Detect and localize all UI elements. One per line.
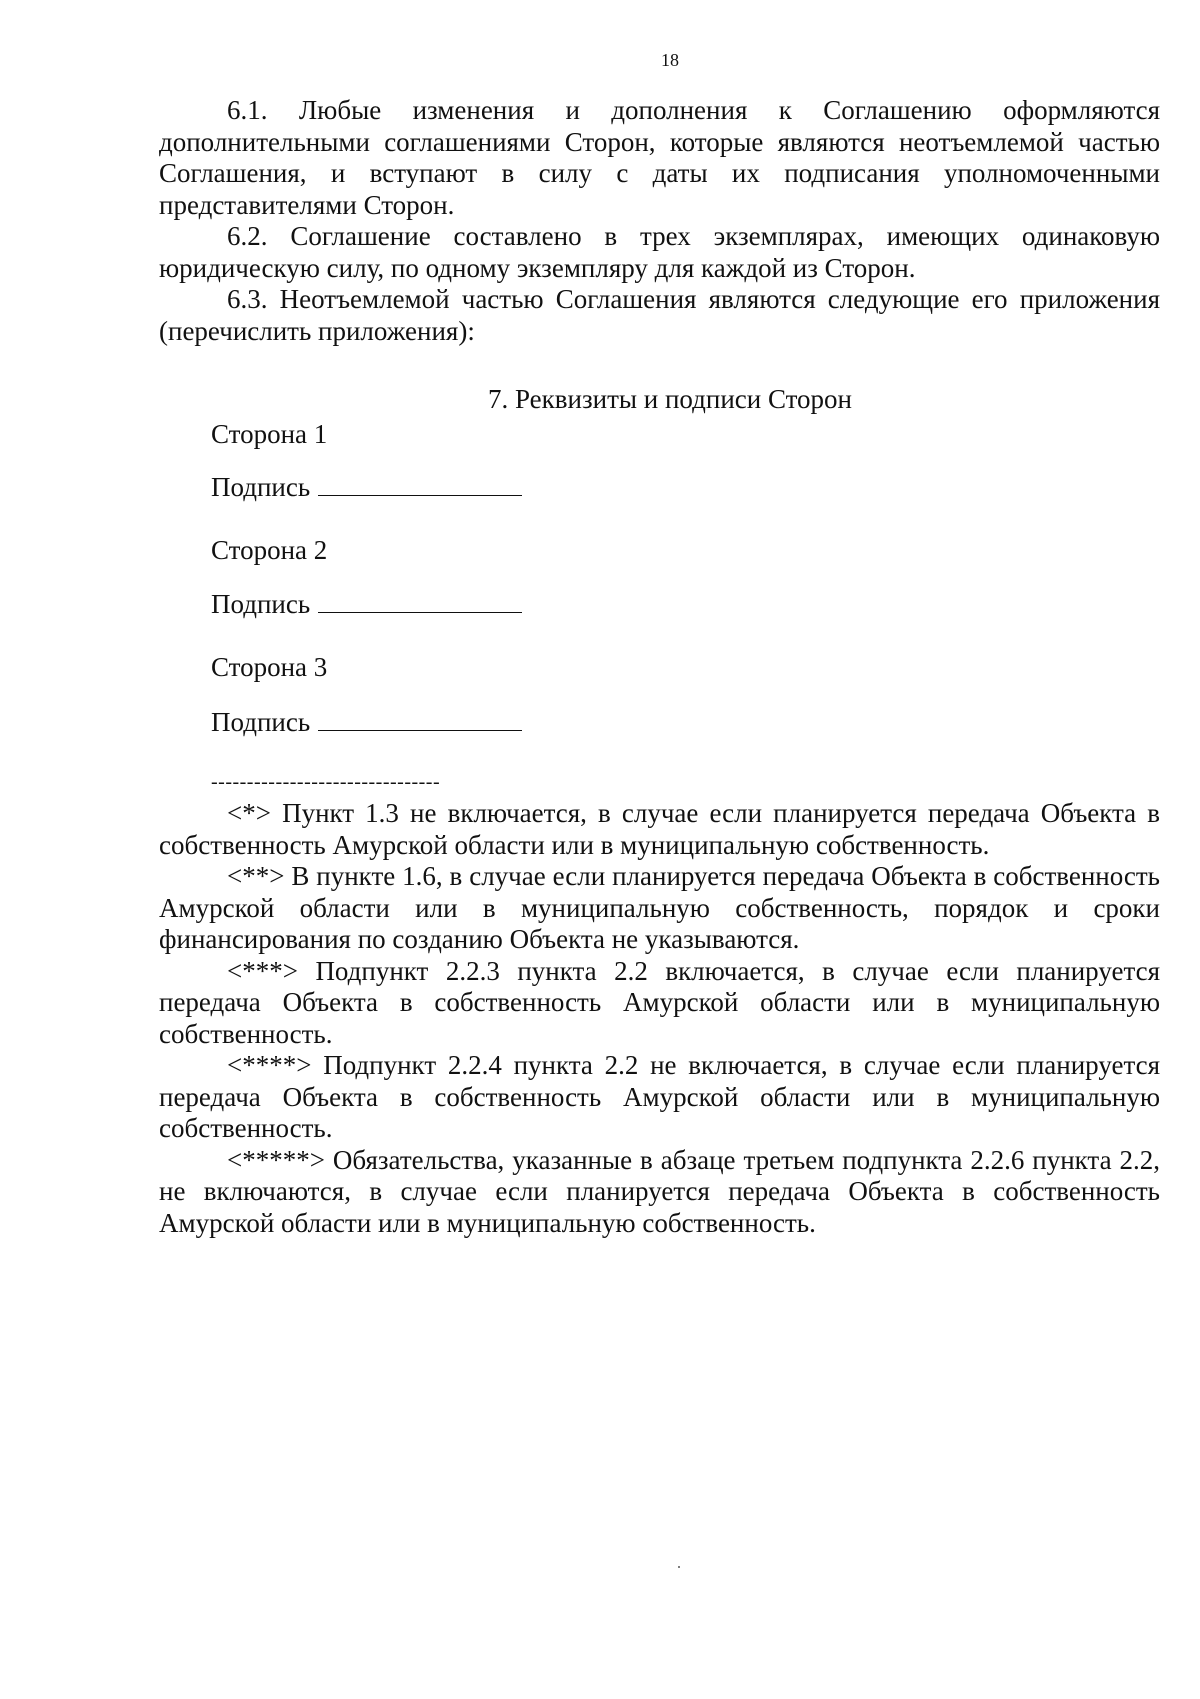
footnote-2: <**> В пункте 1.6, в случае если планируется передача Объекта в собственность Амурской области или в муниципальную собственность, порядок и сроки финансирования по созданию Объекта не указываются.	[159, 861, 1160, 954]
party-2-name: Сторона 2	[211, 535, 328, 565]
paragraph-6-1: 6.1. Любые изменения и дополнения к Соглашению оформляются дополнительными соглашениями Сторон, которые являются неотъемлемой частью Соглашения, и вступают в силу с даты их подписания уполномоченными представителями Сторон.	[159, 95, 1160, 220]
footnote-4: <****> Подпункт 2.2.4 пункта 2.2 не включается, в случае если планируется передача Объекта в собственность Амурской области или в муниципальную собственность.	[159, 1050, 1160, 1143]
footnote-3: <***> Подпункт 2.2.3 пункта 2.2 включается, в случае если планируется передача Объекта в собственность Амурской области или в муниципальную собственность.	[159, 955, 1160, 1049]
signature-label: Подпись	[211, 472, 311, 502]
signature-line	[318, 706, 522, 731]
paragraph-6-2: 6.2. Соглашение составлено в трех экземплярах, имеющих одинаковую юридическую силу, по одному экземпляру для каждой из Сторон.	[159, 221, 1160, 283]
footnote-5: <*****> Обязательства, указанные в абзаце третьем подпункта 2.2.6 пункта 2.2, не включаются, в случае если планируется передача Объекта в собственность Амурской области или в муниципальную собственность.	[159, 1144, 1160, 1238]
party-1-block	[211, 419, 327, 450]
signature-label: Подпись	[211, 589, 311, 619]
footnote-separator: --------------------------------	[211, 771, 441, 793]
party-2-block	[211, 535, 327, 566]
party-3-name: Сторона 3	[211, 652, 328, 682]
footnotes	[159, 798, 1160, 1239]
paragraph-6-3: 6.3. Неотъемлемой частью Соглашения являются следующие его приложения (перечислить приложения):	[159, 284, 1160, 346]
signature-line	[318, 471, 522, 496]
section-7-heading: 7. Реквизиты и подписи Сторон	[488, 384, 852, 414]
party-3-signature	[211, 706, 522, 738]
signature-label: Подпись	[211, 707, 311, 737]
party-3-block	[211, 652, 327, 683]
scan-speck	[678, 1566, 680, 1568]
party-1-signature	[211, 471, 522, 503]
signature-line	[318, 588, 522, 613]
party-2-signature	[211, 588, 522, 620]
party-1-name: Сторона 1	[211, 419, 328, 449]
section-6-text	[159, 95, 1160, 347]
footnote-1: <*> Пункт 1.3 не включается, в случае если планируется передача Объекта в собственность Амурской области или в муниципальную собственность.	[159, 798, 1160, 860]
page-number: 18	[661, 50, 679, 70]
